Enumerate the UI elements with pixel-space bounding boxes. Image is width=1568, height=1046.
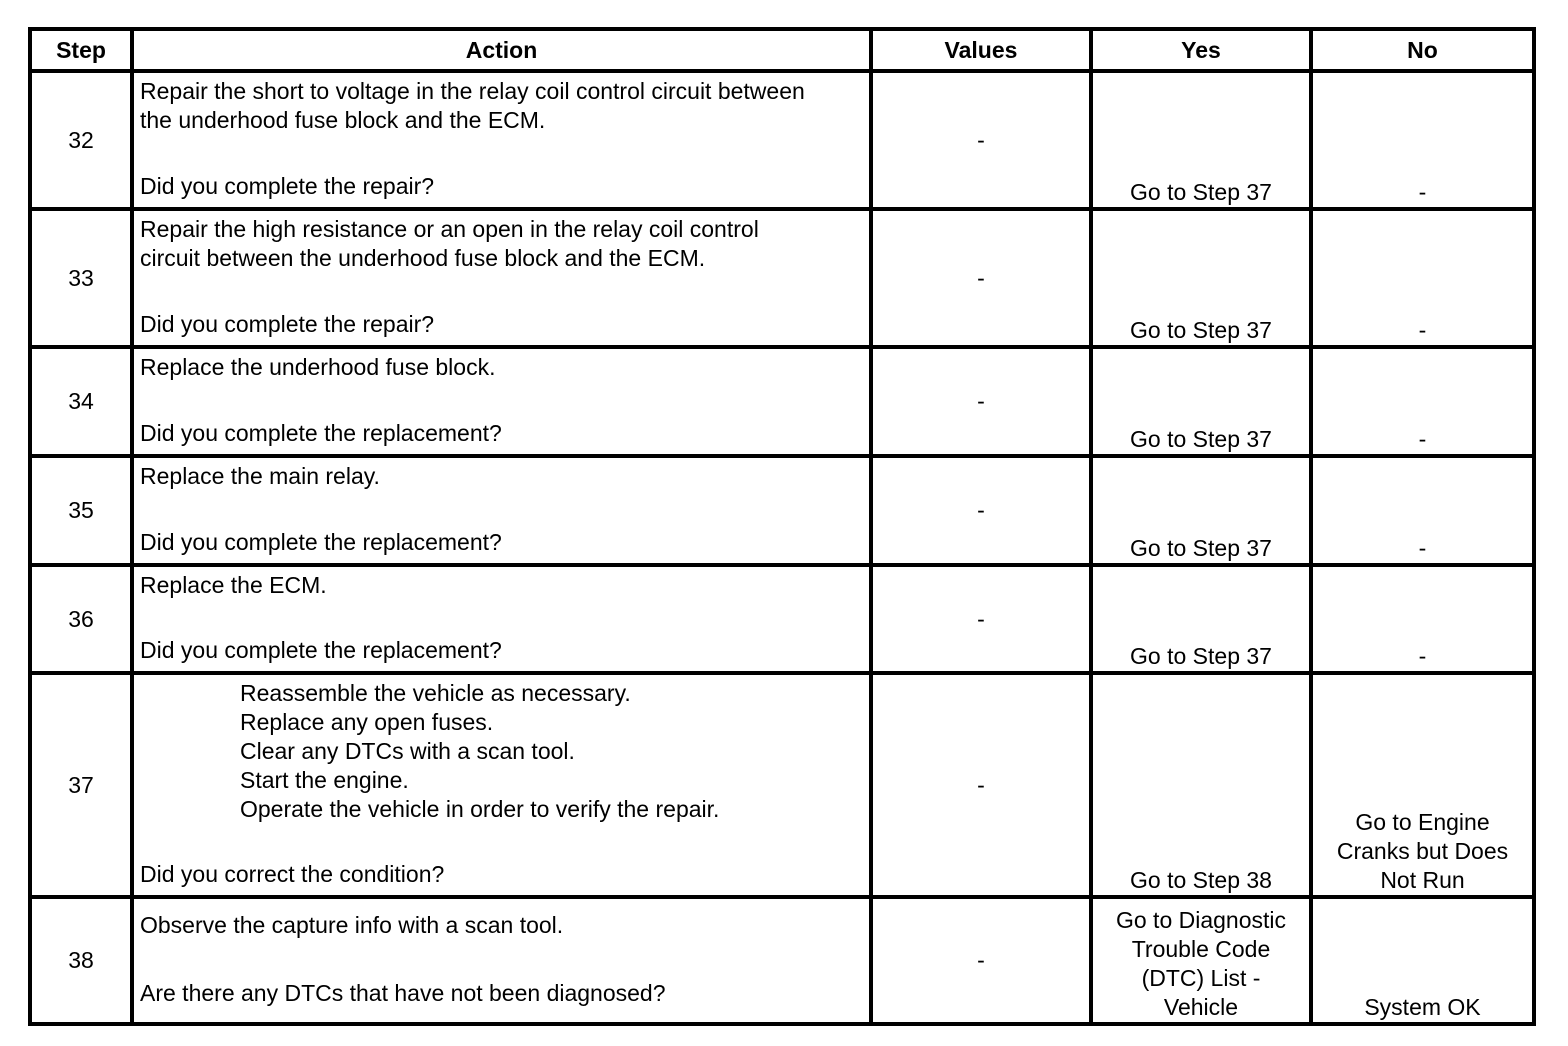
action-cell — [132, 456, 871, 565]
action-question: Did you complete the repair? — [140, 311, 435, 337]
action-cell — [132, 897, 871, 1024]
header-yes: Yes — [1091, 29, 1311, 71]
action-line: Start the engine. — [240, 767, 409, 793]
action-line: Clear any DTCs with a scan tool. — [240, 738, 575, 764]
yes-line: Vehicle — [1163, 994, 1239, 1020]
header-no: No — [1311, 29, 1534, 71]
values-cell: - — [871, 673, 1091, 897]
header-row — [30, 29, 1534, 71]
no-line: Not Run — [1380, 867, 1465, 893]
step-number: 37 — [30, 673, 132, 897]
no-cell: - — [1311, 209, 1534, 347]
no-cell: - — [1311, 347, 1534, 456]
yes-line: (DTC) List - — [1141, 965, 1261, 991]
yes-cell: Go to Step 37 — [1091, 347, 1311, 456]
action-line: Replace the ECM. — [140, 572, 327, 598]
header-values: Values — [871, 29, 1091, 71]
action-question: Did you correct the condition? — [140, 861, 445, 887]
no-cell: - — [1311, 565, 1534, 673]
step-number: 36 — [30, 565, 132, 673]
action-cell — [132, 673, 871, 897]
action-cell — [132, 209, 871, 347]
table-row — [30, 71, 1534, 209]
action-line: Reassemble the vehicle as necessary. — [240, 680, 631, 706]
values-cell: - — [871, 897, 1091, 1024]
table-row — [30, 347, 1534, 456]
values-cell: - — [871, 565, 1091, 673]
values-cell: - — [871, 456, 1091, 565]
no-cell: - — [1311, 71, 1534, 209]
action-line: Observe the capture info with a scan tool. — [140, 912, 564, 938]
yes-cell: Go to Step 38 — [1091, 673, 1311, 897]
action-question: Did you complete the replacement? — [140, 637, 502, 663]
action-question: Did you complete the replacement? — [140, 420, 502, 446]
action-cell — [132, 565, 871, 673]
no-cell: - — [1311, 456, 1534, 565]
no-line: Go to Engine — [1355, 809, 1490, 835]
header-step: Step — [30, 29, 132, 71]
table-row — [30, 673, 1534, 897]
step-number: 32 — [30, 71, 132, 209]
step-number: 34 — [30, 347, 132, 456]
diagnostic-table — [28, 27, 1536, 1026]
action-cell — [132, 347, 871, 456]
yes-line: Trouble Code — [1131, 936, 1271, 962]
values-cell: - — [871, 347, 1091, 456]
action-line: the underhood fuse block and the ECM. — [140, 107, 546, 133]
values-cell: - — [871, 209, 1091, 347]
step-number: 38 — [30, 897, 132, 1024]
yes-cell: Go to Step 37 — [1091, 71, 1311, 209]
step-number: 35 — [30, 456, 132, 565]
no-cell — [1311, 673, 1534, 897]
action-question: Did you complete the replacement? — [140, 529, 502, 555]
action-line: Replace any open fuses. — [240, 709, 494, 735]
header-action: Action — [132, 29, 871, 71]
yes-cell: Go to Step 37 — [1091, 456, 1311, 565]
table-row — [30, 209, 1534, 347]
action-line: Replace the main relay. — [140, 463, 380, 489]
table-row — [30, 565, 1534, 673]
yes-cell — [1091, 897, 1311, 1024]
values-cell: - — [871, 71, 1091, 209]
action-line: circuit between the underhood fuse block and the ECM. — [140, 245, 706, 271]
action-cell — [132, 71, 871, 209]
action-line: Repair the short to voltage in the relay coil control circuit between — [140, 78, 805, 104]
no-cell: System OK — [1311, 897, 1534, 1024]
yes-cell: Go to Step 37 — [1091, 565, 1311, 673]
table-row — [30, 897, 1534, 1024]
table-row — [30, 456, 1534, 565]
no-line: Cranks but Does — [1336, 838, 1509, 864]
yes-cell: Go to Step 37 — [1091, 209, 1311, 347]
action-line: Operate the vehicle in order to verify the repair. — [240, 796, 720, 822]
step-number: 33 — [30, 209, 132, 347]
action-line: Repair the high resistance or an open in the relay coil control — [140, 216, 759, 242]
action-list — [140, 679, 863, 824]
action-question: Did you complete the repair? — [140, 173, 435, 199]
action-question: Are there any DTCs that have not been diagnosed? — [140, 980, 666, 1006]
action-line: Replace the underhood fuse block. — [140, 354, 496, 380]
yes-line: Go to Diagnostic — [1115, 907, 1287, 933]
